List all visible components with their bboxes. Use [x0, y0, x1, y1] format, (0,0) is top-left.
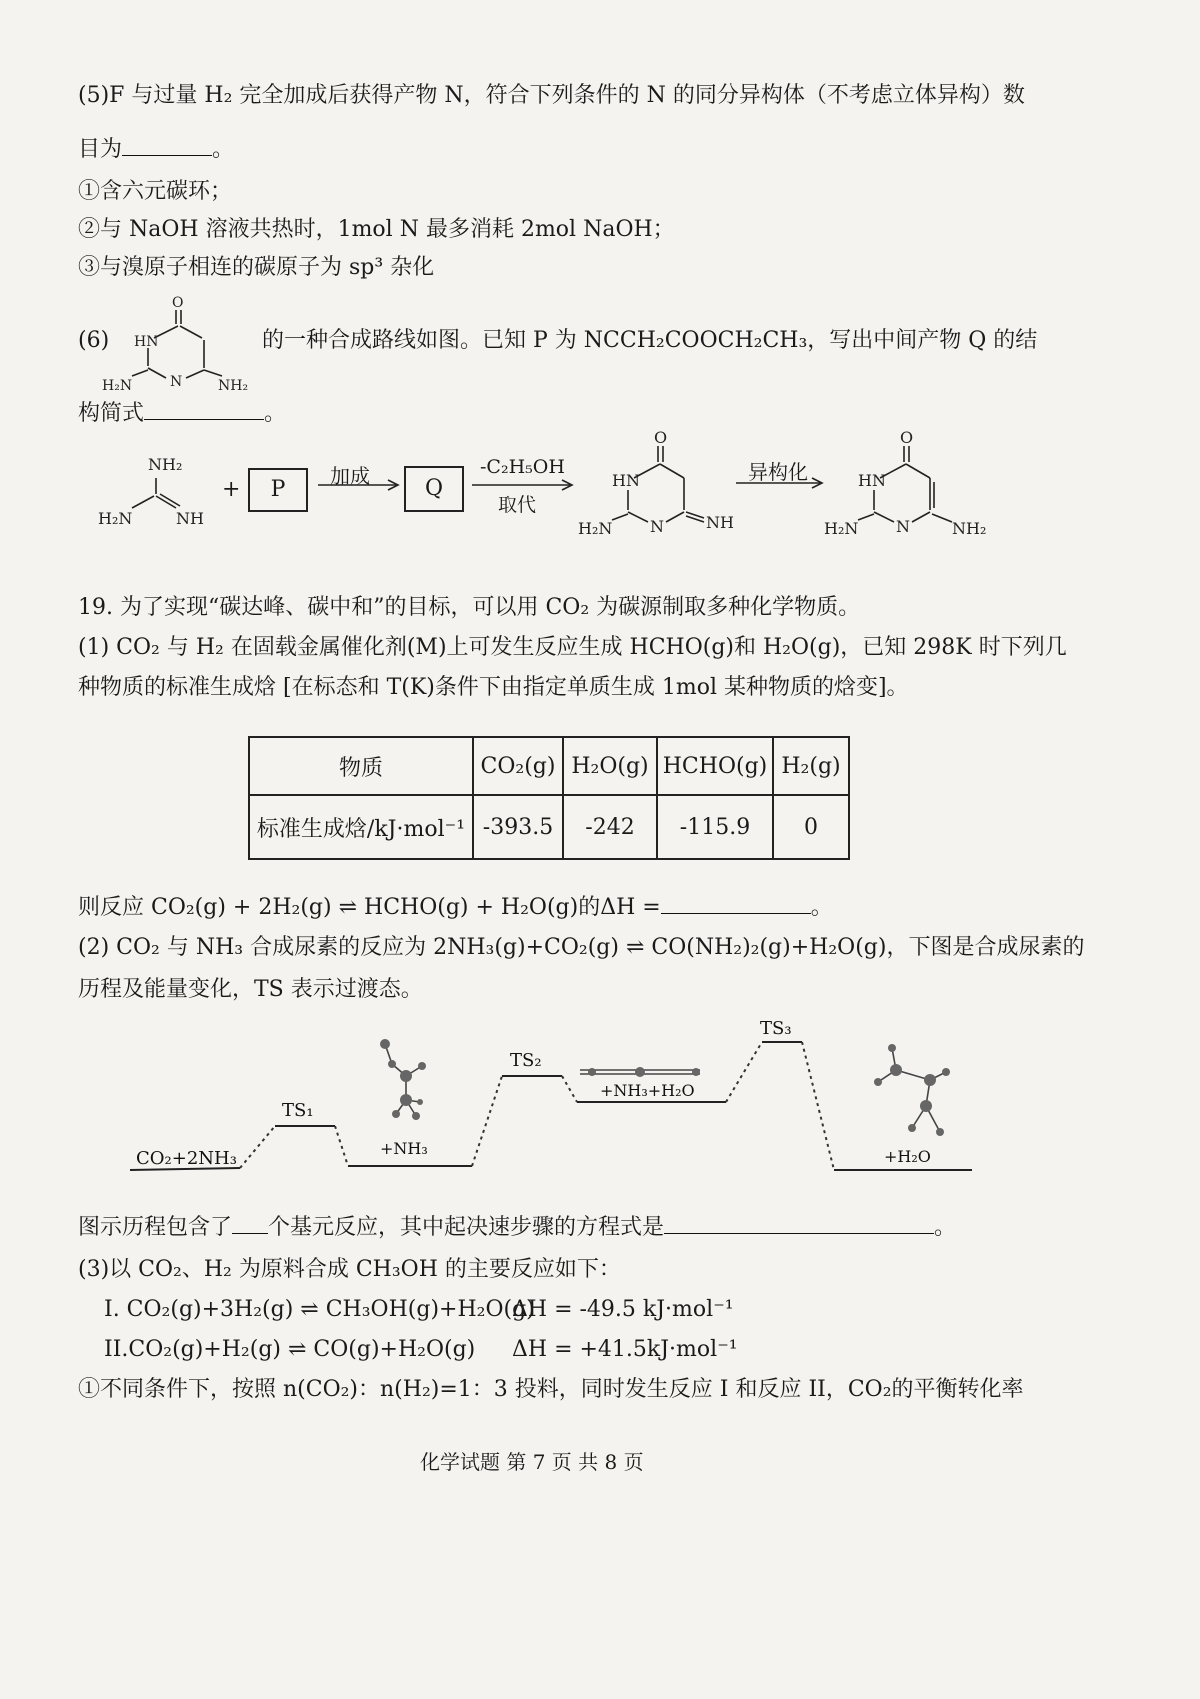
label-end: +H₂O [884, 1147, 931, 1166]
q6-answer-blank[interactable] [144, 399, 264, 420]
table-header-cell: 物质 [249, 737, 473, 795]
table-header-cell: H₂(g) [773, 737, 849, 795]
svg-text:NH: NH [706, 513, 734, 532]
svg-text:HN: HN [134, 334, 159, 350]
label-ts2: TS₂ [510, 1050, 542, 1071]
label-ts3: TS₃ [760, 1018, 792, 1039]
svg-text:N: N [650, 517, 664, 536]
guanidine-structure-image [96, 450, 216, 540]
q19-part2-line1: (2) CO₂ 与 NH₃ 合成尿素的反应为 2NH₃(g)+CO₂(g) ⇌ CO(NH₂)₂(g)+H₂O(g)，下图是合成尿素的 [78, 935, 1085, 960]
route-step1-label: 加成 [330, 464, 370, 488]
enthalpy-table [248, 736, 850, 860]
reaction-1-dh: ΔH = -49.5 kJ·mol⁻¹ [512, 1297, 734, 1322]
page-footer: 化学试题 第 7 页 共 8 页 [420, 1450, 644, 1474]
route-step2-bottom: 取代 [498, 494, 537, 516]
label-ts1: TS₁ [282, 1100, 314, 1121]
reaction-2: II.CO₂(g)+H₂(g) ⇌ CO(g)+H₂O(g) [104, 1337, 476, 1362]
pyrimidinone-structure-image [96, 292, 266, 392]
q19-part2-line2: 历程及能量变化，TS 表示过渡态。 [78, 977, 423, 1002]
q5-answer-blank[interactable] [122, 135, 212, 156]
table-row [249, 795, 849, 859]
reaction-2-dh: ΔH = +41.5kJ·mol⁻¹ [512, 1337, 738, 1362]
route-plus: + [222, 477, 241, 502]
q19-part2-q-end: 。 [934, 1215, 957, 1240]
table-cell: -242 [563, 795, 657, 859]
reaction-1: I. CO₂(g)+3H₂(g) ⇌ CH₃OH(g)+H₂O(g) [104, 1297, 535, 1322]
q5-line2 [78, 134, 234, 166]
q19-part2-question [78, 1212, 956, 1244]
q6-label: (6) [78, 328, 110, 353]
reagent-p-box: P [248, 468, 308, 512]
table-header-cell: CO₂(g) [473, 737, 563, 795]
q19-part1-answer [78, 892, 833, 924]
q6-line1: 的一种合成路线如图。已知 P 为 NCCH₂COOCH₂CH₃，写出中间产物 Q 的结 [262, 328, 1038, 353]
q19-part1-line1: (1) CO₂ 与 H₂ 在固载金属催化剂(M)上可发生反应生成 HCHO(g)和 H₂O(g)，已知 298K 时下列几 [78, 635, 1067, 660]
svg-text:NH₂: NH₂ [952, 519, 987, 538]
route-step3-label: 异构化 [748, 460, 808, 484]
table-cell: 标准生成焓/kJ·mol⁻¹ [249, 795, 473, 859]
svg-text:O: O [654, 428, 668, 447]
q19-part1-answer-suffix: 。 [810, 895, 833, 920]
svg-text:NH: NH [176, 509, 204, 528]
svg-text:HN: HN [858, 471, 886, 490]
table-cell: 0 [773, 795, 849, 859]
svg-text:NH₂: NH₂ [148, 455, 183, 474]
energy-profile-diagram [100, 1004, 1000, 1194]
svg-text:H₂N: H₂N [98, 509, 133, 528]
q19-part2-q-b: 个基元反应，其中起决速步骤的方程式是 [268, 1215, 665, 1240]
q5-condition-2: ②与 NaOH 溶液共热时，1mol N 最多消耗 2mol NaOH； [78, 217, 675, 242]
q5-line1: (5)F 与过量 H₂ 完全加成后获得产物 N，符合下列条件的 N 的同分异构体（不考虑立体异构）数 [78, 83, 1025, 108]
q19-part1-answer-blank[interactable] [661, 893, 811, 914]
q5-condition-3: ③与溴原子相连的碳原子为 sp³ 杂化 [78, 255, 435, 280]
q19-part3-intro: (3)以 CO₂、H₂ 为原料合成 CH₃OH 的主要反应如下： [78, 1257, 621, 1282]
q5-line2-prefix: 目为 [78, 137, 123, 162]
svg-text:O: O [172, 295, 184, 311]
svg-text:N: N [170, 374, 183, 390]
q6-line2 [78, 398, 286, 430]
svg-text:NH₂: NH₂ [218, 378, 249, 392]
q19-part1-answer-prefix: 则反应 CO₂(g) + 2H₂(g) ⇌ HCHO(g) + H₂O(g)的ΔH = [78, 895, 661, 920]
imino-intermediate-structure-image [574, 428, 744, 538]
label-start: CO₂+2NH₃ [136, 1148, 237, 1169]
route-arrow-1 [316, 478, 406, 492]
svg-text:N: N [896, 517, 910, 536]
table-cell: -393.5 [473, 795, 563, 859]
svg-text:HN: HN [612, 471, 640, 490]
table-header-row [249, 737, 849, 795]
q19-part2-q-a: 图示历程包含了 [78, 1215, 233, 1240]
q19-title: 19. 为了实现“碳达峰、碳中和”的目标，可以用 CO₂ 为碳源制取多种化学物质。 [78, 595, 861, 620]
q19-part1-line2: 种物质的标准生成焓 [在标态和 T(K)条件下由指定单质生成 1mol 某种物质的焓变]。 [78, 675, 909, 700]
label-int1: +NH₃ [380, 1139, 428, 1158]
q19-part3-line: ①不同条件下，按照 n(CO₂)：n(H₂)=1：3 投料，同时发生反应 I 和反应 II，CO₂的平衡转化率 [78, 1377, 1024, 1402]
route-step2-top: -C₂H₅OH [480, 456, 565, 478]
route-arrow-3 [734, 476, 830, 490]
q19-part2-count-blank[interactable] [232, 1213, 268, 1234]
svg-text:H₂N: H₂N [102, 378, 133, 392]
q6-line2-prefix: 构简式 [78, 401, 145, 426]
table-cell: -115.9 [657, 795, 773, 859]
svg-text:O: O [900, 428, 914, 447]
intermediate-q-box: Q [404, 466, 464, 512]
q6-line2-suffix: 。 [264, 401, 287, 426]
label-int2: +NH₃+H₂O [600, 1081, 695, 1100]
product-structure-image [820, 428, 1000, 538]
q5-condition-1: ①含六元碳环； [78, 179, 233, 204]
q5-line2-suffix: 。 [212, 137, 235, 162]
table-header-cell: HCHO(g) [657, 737, 773, 795]
svg-text:H₂N: H₂N [578, 519, 613, 538]
q19-part2-equation-blank[interactable] [664, 1213, 934, 1234]
table-header-cell: H₂O(g) [563, 737, 657, 795]
svg-text:H₂N: H₂N [824, 519, 859, 538]
